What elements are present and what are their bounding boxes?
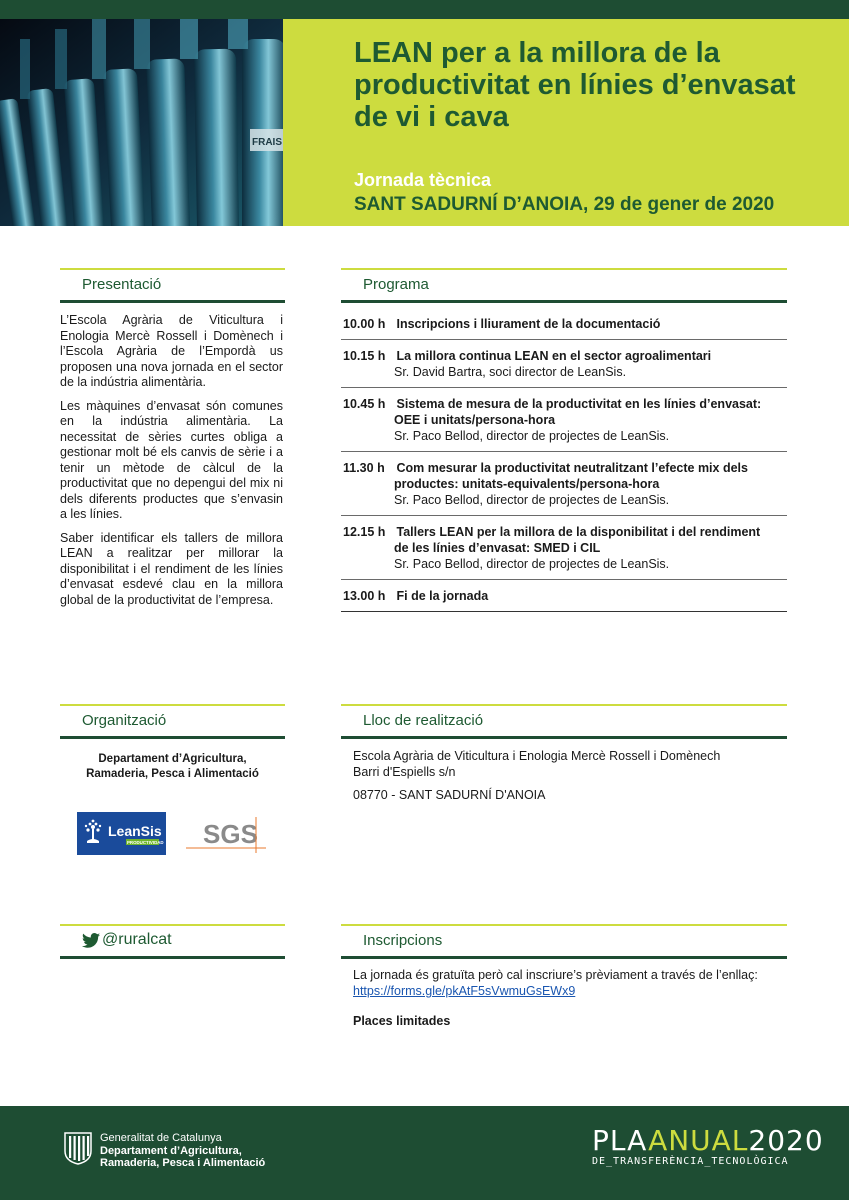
hero-bottles-photo bbox=[0, 19, 283, 226]
organitzacio-header bbox=[60, 704, 285, 739]
anual-text: ANUAL bbox=[648, 1124, 749, 1157]
venue-street: Barri d'Espiells s/n bbox=[353, 765, 456, 779]
venue-postal: 08770 - SANT SADURNÍ D'ANOIA bbox=[353, 788, 546, 802]
pla-anual-logo bbox=[592, 1126, 824, 1167]
organizer-line: Departament d’Agricultura, bbox=[98, 753, 247, 765]
presentacio-body bbox=[60, 313, 283, 616]
programa-title: Sistema de mesura de la productivitat en les línies d’envasat: bbox=[396, 397, 762, 411]
venue-name: Escola Agrària de Viticultura i Enologia Mercè Rossell i Domènech bbox=[353, 749, 721, 763]
leansis-logo bbox=[77, 812, 166, 855]
programa-title: Tallers LEAN per la millora de la disponibilitat i del rendiment bbox=[396, 525, 761, 539]
organizer-name bbox=[60, 752, 285, 782]
pla-subtitle: DE_TRANSFERÈNCIA_TECNOLÒGICA bbox=[592, 1156, 789, 1167]
programa-time: 11.30 h bbox=[343, 461, 385, 475]
programa-speaker: Sr. Paco Bellod, director de projectes de LeanSis. bbox=[394, 557, 670, 571]
photo-label-text: FRAIS bbox=[252, 137, 282, 148]
programa-title: Inscripcions i lliurament de la documentació bbox=[396, 317, 661, 331]
footer bbox=[0, 1106, 849, 1200]
leansis-logo-sub: PRODUCTIVIDAD bbox=[127, 840, 164, 845]
programa-title: La millora continua LEAN en el sector agroalimentari bbox=[396, 349, 712, 363]
top-strip bbox=[0, 0, 849, 19]
programa-list bbox=[341, 308, 787, 612]
programa-heading: Programa bbox=[363, 276, 429, 293]
venue-address bbox=[353, 748, 720, 803]
twitter-handle[interactable]: @ruralcat bbox=[102, 931, 172, 948]
presentacio-paragraph: Les màquines d’envasat són comunes en la indústria alimentària. La necessitat de sèries curtes obliga a gestionar molt bé els canvis de sèrie i a tenir un mètode de càlcul de la productivitat que no depengui del mix ni dels diferents productes que s’envasin a les línies. bbox=[60, 398, 283, 521]
page-title: LEAN per a la millora de la productivitat en línies d’envasat de vi i cava bbox=[354, 37, 796, 133]
sgs-logo bbox=[186, 812, 266, 855]
places-limitades: Places limitades bbox=[353, 1014, 451, 1028]
programa-speaker: Sr. David Bartra, soci director de LeanSis. bbox=[394, 365, 627, 379]
presentacio-heading: Presentació bbox=[82, 276, 162, 293]
sgs-logo-text: SGS bbox=[203, 819, 258, 849]
presentacio-header bbox=[60, 268, 285, 303]
leansis-logo-text: LeanSis bbox=[108, 823, 162, 839]
programa-title-cont: productes: unitats-equivalents/persona-hora bbox=[394, 477, 660, 491]
programa-item bbox=[341, 516, 787, 580]
programa-item bbox=[341, 452, 787, 516]
programa-item bbox=[341, 580, 787, 612]
programa-item bbox=[341, 308, 787, 340]
programa-header bbox=[341, 268, 787, 303]
lloc-header bbox=[341, 704, 787, 739]
inscripcions-header bbox=[341, 924, 787, 959]
programa-time: 10.45 h bbox=[343, 397, 386, 411]
bottles-image bbox=[0, 19, 283, 226]
programa-item bbox=[341, 340, 787, 388]
twitter-header[interactable] bbox=[60, 924, 285, 959]
leansis-tree-icon bbox=[85, 820, 101, 843]
event-type: Jornada tècnica bbox=[354, 170, 492, 190]
inscripcions-text: La jornada és gratuïta però cal inscriure’s prèviament a través de l’enllaç: bbox=[353, 968, 758, 982]
programa-time: 12.15 h bbox=[343, 525, 386, 539]
gencat-logo-icon bbox=[63, 1131, 93, 1165]
year-text: 2020 bbox=[748, 1124, 824, 1157]
inscripcions-link[interactable]: https://forms.gle/pkAtF5sVwmuGsEWx9 bbox=[353, 984, 576, 998]
pla-text: PLA bbox=[592, 1124, 649, 1157]
programa-time: 10.00 h bbox=[343, 317, 386, 331]
programa-title-cont: de les línies d’envasat: SMED i CIL bbox=[394, 541, 601, 555]
gencat-line: Departament d’Agricultura, bbox=[100, 1144, 242, 1157]
organitzacio-heading: Organització bbox=[82, 712, 167, 729]
event-location-date: SANT SADURNÍ D’ANOIA, 29 de gener de 2020 bbox=[354, 194, 775, 215]
programa-title: Com mesurar la productivitat neutralitzant l’efecte mix dels bbox=[396, 461, 748, 475]
programa-time: 10.15 h bbox=[343, 349, 386, 363]
inscripcions-heading: Inscripcions bbox=[363, 932, 443, 949]
presentacio-paragraph: L’Escola Agrària de Viticultura i Enologia Mercè Rossell i Domènech i l’Escola Agrària de l’Empordà us proposen una nova jornada en el sector de la indústria alimentària. bbox=[60, 313, 283, 389]
programa-item bbox=[341, 388, 787, 452]
presentacio-paragraph: Saber identificar els tallers de millora LEAN a realitzar per millorar la disponibilitat i el rendiment de les línies d’envasat esdevé clau en la millora global de la productivitat de l’empresa. bbox=[60, 530, 283, 607]
programa-speaker: Sr. Paco Bellod, director de projectes de LeanSis. bbox=[394, 493, 670, 507]
gencat-text bbox=[100, 1132, 265, 1170]
lloc-heading: Lloc de realització bbox=[363, 712, 484, 729]
inscripcions-body bbox=[353, 967, 783, 1029]
gencat-line: Ramaderia, Pesca i Alimentació bbox=[100, 1157, 266, 1169]
programa-speaker: Sr. Paco Bellod, director de projectes de LeanSis. bbox=[394, 429, 670, 443]
programa-title-cont: OEE i unitats/persona-hora bbox=[394, 413, 556, 427]
programa-title: Fi de la jornada bbox=[396, 589, 489, 603]
gencat-line: Generalitat de Catalunya bbox=[100, 1132, 222, 1144]
twitter-icon bbox=[82, 933, 100, 948]
programa-time: 13.00 h bbox=[343, 589, 386, 603]
hero-panel bbox=[283, 19, 849, 226]
organizer-line: Ramaderia, Pesca i Alimentació bbox=[86, 768, 259, 780]
